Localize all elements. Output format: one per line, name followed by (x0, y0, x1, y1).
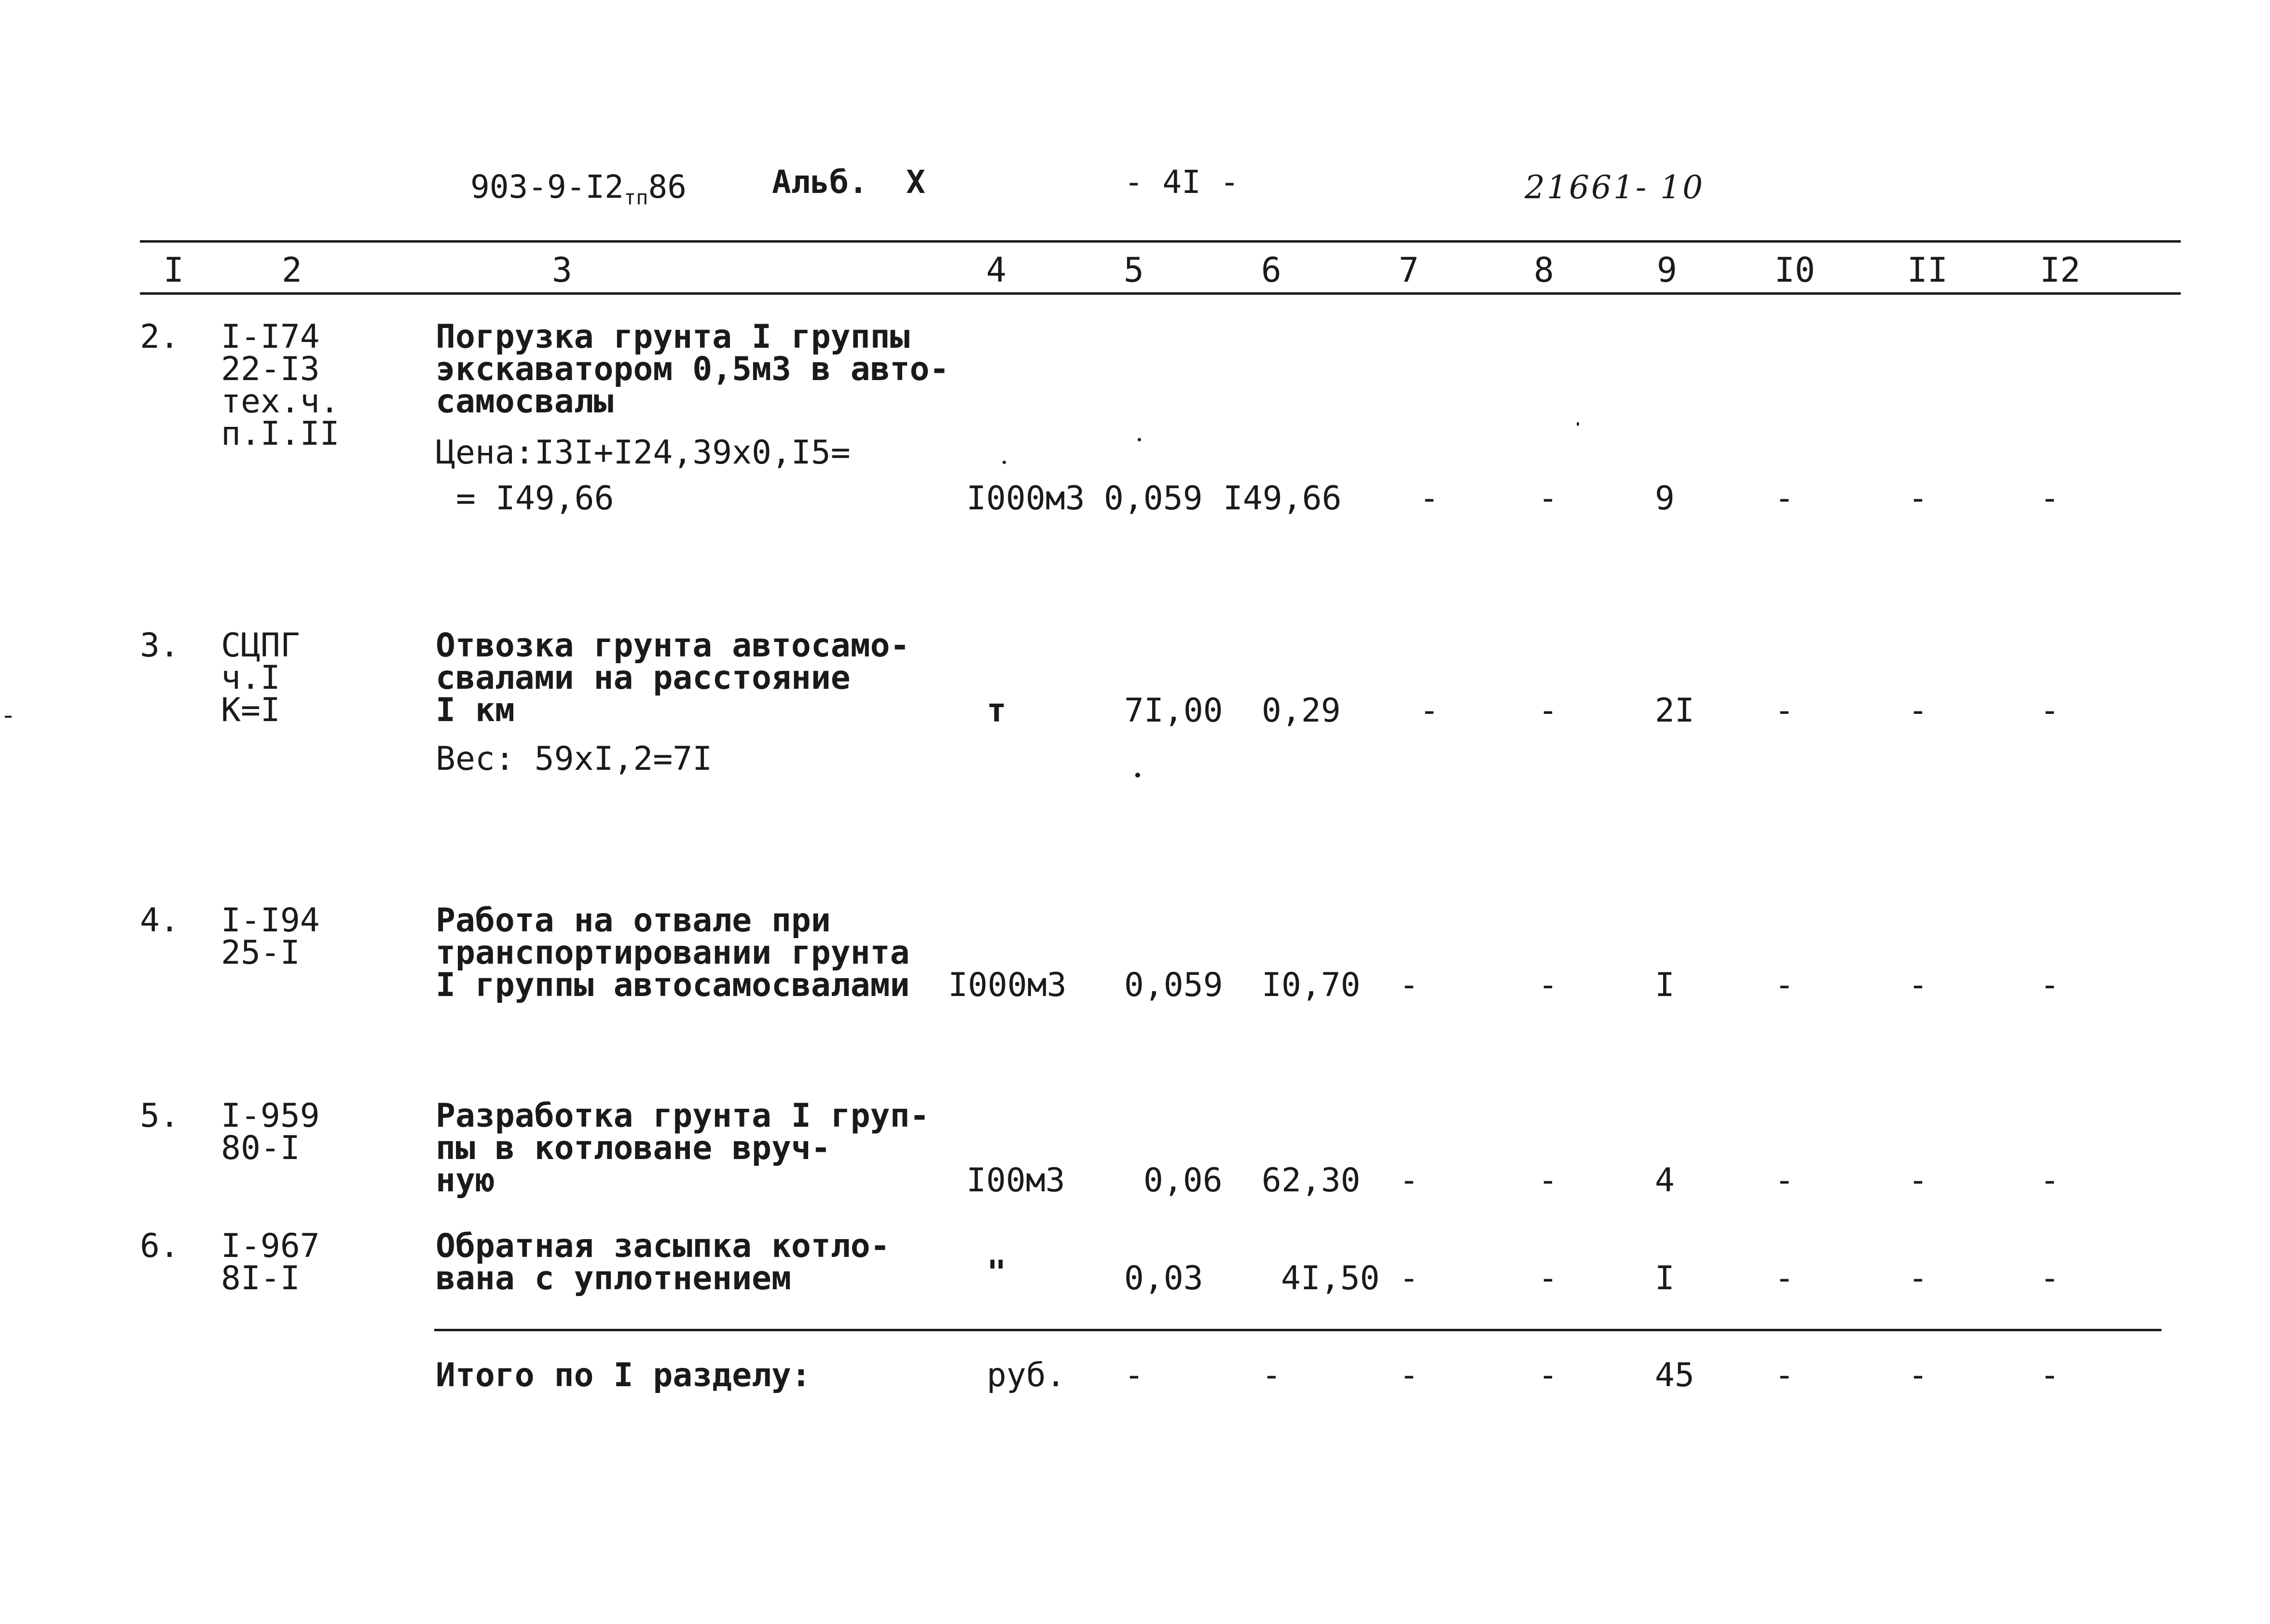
row-code-line: К=I (221, 691, 280, 729)
column-header-11: II (1907, 250, 1948, 290)
column-header-5: 5 (1123, 250, 1144, 290)
row-col10: - (1775, 966, 1794, 1004)
row-col7: - (1399, 1259, 1419, 1297)
total-col5: - (1124, 1356, 1144, 1394)
document-code-sub: тп (623, 186, 648, 209)
row-number: 3. (140, 627, 179, 665)
row-number: 2. (140, 318, 179, 356)
row-code-line: ч.I (221, 659, 280, 697)
row-col10: - (1775, 479, 1794, 518)
total-col6: - (1262, 1356, 1281, 1394)
header-top-rule (140, 240, 2181, 243)
total-unit: руб. (987, 1356, 1066, 1394)
document-code-end: 86 (648, 168, 687, 205)
row-number: 5. (140, 1097, 179, 1135)
row-col7: - (1419, 479, 1439, 518)
row-col7: - (1399, 966, 1419, 1004)
total-col12: - (2040, 1356, 2060, 1394)
total-col10: - (1775, 1356, 1794, 1394)
row-col11: - (1908, 692, 1928, 730)
speck (1135, 773, 1140, 778)
row-price-formula: Цена:I3I+I24,39x0,I5= (436, 434, 851, 472)
row-description-line: пы в котловане вруч- (436, 1129, 831, 1167)
row-price: 0,29 (1262, 692, 1341, 730)
row-code-line: тех.ч. (221, 382, 340, 421)
row-col9: 2I (1655, 692, 1694, 730)
row-price: 62,30 (1262, 1161, 1361, 1200)
row-col10: - (1775, 1161, 1794, 1200)
row-col9: I (1655, 966, 1675, 1004)
speck (1577, 422, 1579, 426)
row-description-line: свалами на расстояние (436, 659, 851, 697)
row-description-line: самосвалы (436, 382, 614, 421)
speck (1003, 461, 1006, 464)
row-quantity: 0,03 (1124, 1259, 1203, 1297)
row-quantity: 7I,00 (1124, 692, 1223, 730)
row-col10: - (1775, 692, 1794, 730)
row-unit: I000м3 (966, 479, 1085, 518)
handwritten-number: 21661- 10 (1525, 169, 1705, 206)
row-col9: I (1655, 1259, 1675, 1297)
row-col8: - (1538, 1259, 1558, 1297)
row-description-line: I км (436, 691, 515, 729)
row-quantity: 0,059 (1104, 479, 1203, 518)
row-col12: - (2040, 1161, 2060, 1200)
total-amount: 45 (1655, 1356, 1694, 1394)
row-weight-formula: Вес: 59xI,2=7I (436, 740, 713, 778)
row-col10: - (1775, 1259, 1794, 1297)
page-number: - 4I - (1124, 164, 1239, 201)
row-description-line: экскаватором 0,5м3 в авто- (436, 350, 949, 388)
column-header-9: 9 (1656, 250, 1678, 290)
row-col8: - (1538, 479, 1558, 518)
row-description-line: ную (436, 1161, 495, 1200)
row-col12: - (2040, 1259, 2060, 1297)
row-price: I49,66 (1223, 479, 1342, 518)
row-col9: 4 (1655, 1161, 1675, 1200)
row-col12: - (2040, 966, 2060, 1004)
row-price-result: = I49,66 (456, 479, 614, 518)
row-col8: - (1538, 966, 1558, 1004)
row-description-line: вана с уплотнением (436, 1259, 791, 1297)
row-code-line: I-959 (221, 1097, 320, 1135)
row-description-line: I группы автосамосвалами (436, 966, 910, 1004)
column-header-2: 2 (281, 250, 303, 290)
row-col8: - (1538, 1161, 1558, 1200)
album-label: Альб. X (772, 164, 925, 201)
row-col7: - (1419, 692, 1439, 730)
row-description-line: Работа на отвале при (436, 901, 831, 940)
row-col12: - (2040, 692, 2060, 730)
row-code-line: I-967 (221, 1227, 320, 1265)
header-bottom-rule (140, 292, 2181, 295)
total-col8: - (1538, 1356, 1558, 1394)
row-description-line: Обратная засыпка котло- (436, 1227, 890, 1265)
row-col9: 9 (1655, 479, 1675, 518)
row-unit: т (987, 692, 1006, 730)
row-number: 4. (140, 901, 179, 940)
total-rule (434, 1329, 2161, 1331)
row-price: I0,70 (1262, 966, 1361, 1004)
row-number: 6. (140, 1227, 179, 1265)
row-code-line: п.I.II (221, 415, 340, 453)
row-col11: - (1908, 966, 1928, 1004)
row-col11: - (1908, 1259, 1928, 1297)
document-code-main: 903-9-I2 (470, 168, 624, 205)
row-description-line: Отвозка грунта автосамо- (436, 627, 910, 665)
row-code-line: I-I74 (221, 318, 320, 356)
row-code-line: 8I-I (221, 1259, 300, 1297)
row-unit: " (987, 1254, 1006, 1292)
column-header-8: 8 (1533, 250, 1555, 290)
row-unit: I000м3 (948, 966, 1067, 1004)
row-col11: - (1908, 1161, 1928, 1200)
row-col11: - (1908, 479, 1928, 518)
total-col11: - (1908, 1356, 1928, 1394)
column-header-4: 4 (986, 250, 1007, 290)
row-code-line: СЦПГ (221, 627, 300, 665)
column-header-1: I (163, 250, 184, 290)
row-quantity: 0,059 (1124, 966, 1223, 1004)
row-code-line: 22-I3 (221, 350, 320, 388)
speck (1138, 438, 1141, 441)
row-col12: - (2040, 479, 2060, 518)
row-unit: I00м3 (966, 1161, 1065, 1200)
row-description-line: Разработка грунта I груп- (436, 1097, 930, 1135)
total-label: Итого по I разделу: (436, 1356, 811, 1394)
column-header-12: I2 (2039, 250, 2081, 290)
margin-mark (5, 716, 12, 718)
row-col7: - (1399, 1161, 1419, 1200)
column-header-10: I0 (1774, 250, 1816, 290)
row-description-line: транспортировании грунта (436, 934, 910, 972)
column-header-7: 7 (1398, 250, 1419, 290)
column-header-3: 3 (551, 250, 573, 290)
row-code-line: 80-I (221, 1129, 300, 1167)
total-col7: - (1399, 1356, 1419, 1394)
row-code-line: 25-I (221, 934, 300, 972)
column-header-6: 6 (1261, 250, 1282, 290)
row-code-line: I-I94 (221, 901, 320, 940)
row-quantity: 0,06 (1143, 1161, 1223, 1200)
row-description-line: Погрузка грунта I группы (436, 318, 910, 356)
document-code (470, 168, 687, 214)
row-col8: - (1538, 692, 1558, 730)
row-price: 4I,50 (1281, 1259, 1380, 1297)
